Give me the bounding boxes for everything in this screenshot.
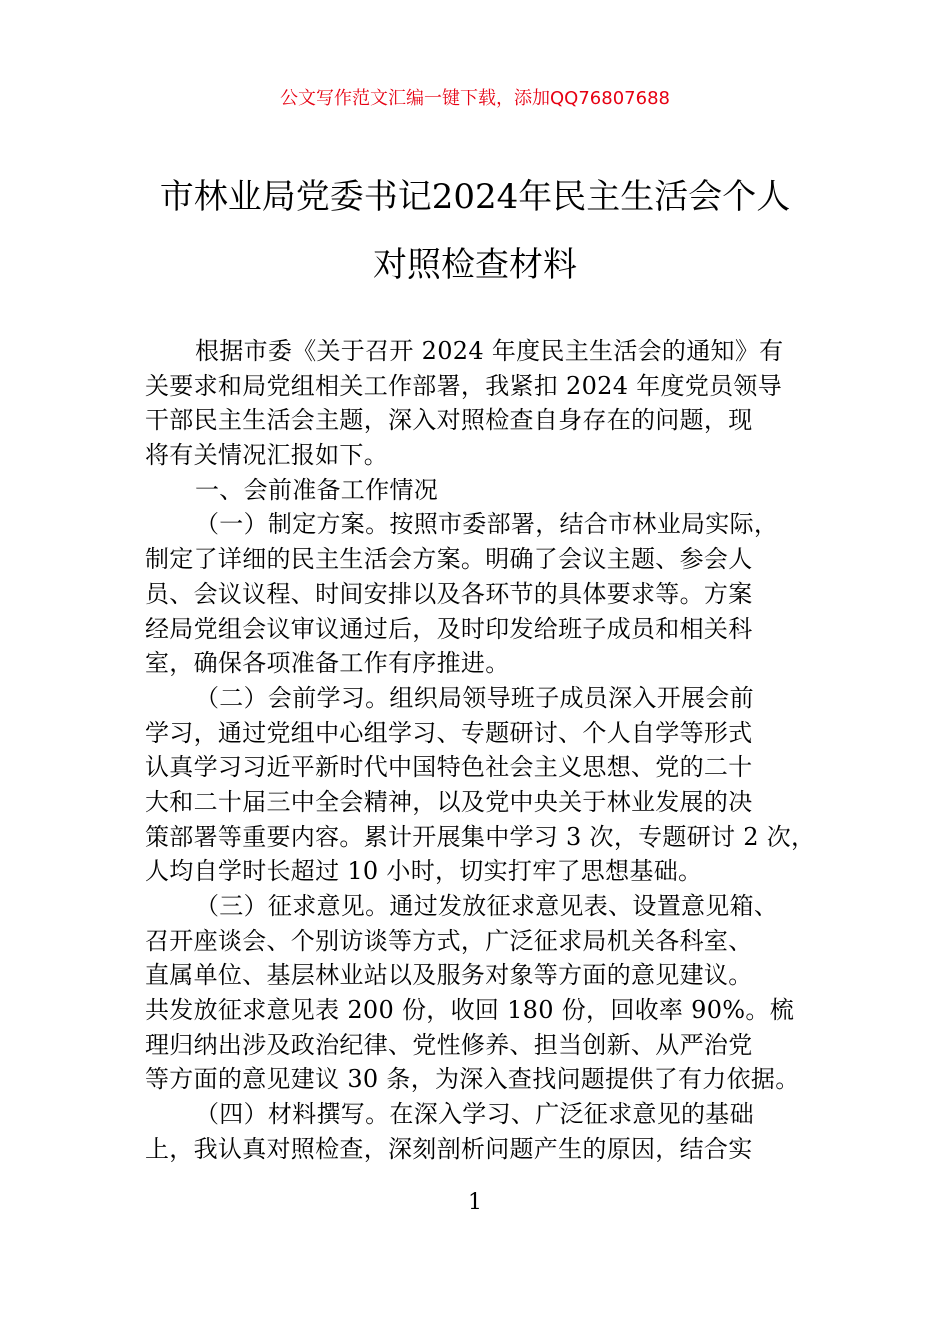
text-line: 制定了详细的民主生活会方案。明确了会议主题、参会人 (145, 545, 753, 574)
text-line: 等方面的意见建议 30 条，为深入查找问题提供了有力依据。 (145, 1065, 800, 1094)
text-line: 共发放征求意见表 200 份，收回 180 份，回收率 90%。梳 (145, 996, 795, 1025)
text-line: 直属单位、基层林业站以及服务对象等方面的意见建议。 (145, 961, 753, 990)
text-line: 召开座谈会、个别访谈等方式，广泛征求局机关各科室、 (145, 926, 753, 955)
text-line: 根据市委《关于召开 2024 年度民主生活会的通知》有 (195, 337, 784, 365)
text-line: （一）制定方案。按照市委部署，结合市林业局实际， (195, 510, 779, 539)
document-title-line-1: 市林业局党委书记2024年民主生活会个人 (159, 177, 791, 217)
text-line: 策部署等重要内容。累计开展集中学习 3 次，专题研讨 2 次， (145, 822, 816, 851)
text-line: （四）材料撰写。在深入学习、广泛征求意见的基础 (195, 1100, 754, 1129)
text-line: 室，确保各项准备工作有序推进。 (145, 649, 510, 678)
text-line: 学习，通过党组中心组学习、专题研讨、个人自学等形式 (145, 718, 753, 747)
text-line: 大和二十届三中全会精神，以及党中央关于林业发展的决 (145, 787, 753, 816)
text-line: 员、会议议程、时间安排以及各环节的具体要求等。方案 (145, 579, 753, 608)
text-line: 一、会前准备工作情况 (195, 475, 438, 504)
text-line: （三）征求意见。通过发放征求意见表、设置意见箱、 (195, 892, 779, 920)
text-line: 人均自学时长超过 10 小时，切实打牢了思想基础。 (145, 857, 703, 886)
text-line: 关要求和局党组相关工作部署，我紧扣 2024 年度党员领导 (145, 371, 783, 400)
text-line: 干部民主生活会主题，深入对照检查自身存在的问题，现 (145, 406, 753, 435)
text-line: 上，我认真对照检查，深刻剖析问题产生的原因，结合实 (145, 1134, 753, 1163)
text-line: 经局党组会议审议通过后，及时印发给班子成员和相关科 (145, 614, 753, 643)
text-line: 将有关情况汇报如下。 (145, 441, 388, 470)
document-title-line-2: 对照检查材料 (373, 245, 577, 285)
text-line: （二）会前学习。组织局领导班子成员深入开展会前 (195, 683, 754, 712)
text-line: 理归纳出涉及政治纪律、党性修养、担当创新、从严治党 (145, 1030, 753, 1059)
page-number: 1 (468, 1190, 482, 1215)
download-banner: 公文写作范文汇编一键下载，添加QQ76807688 (280, 88, 670, 109)
text-line: 认真学习习近平新时代中国特色社会主义思想、党的二十 (145, 753, 753, 782)
document-body (145, 334, 825, 1167)
